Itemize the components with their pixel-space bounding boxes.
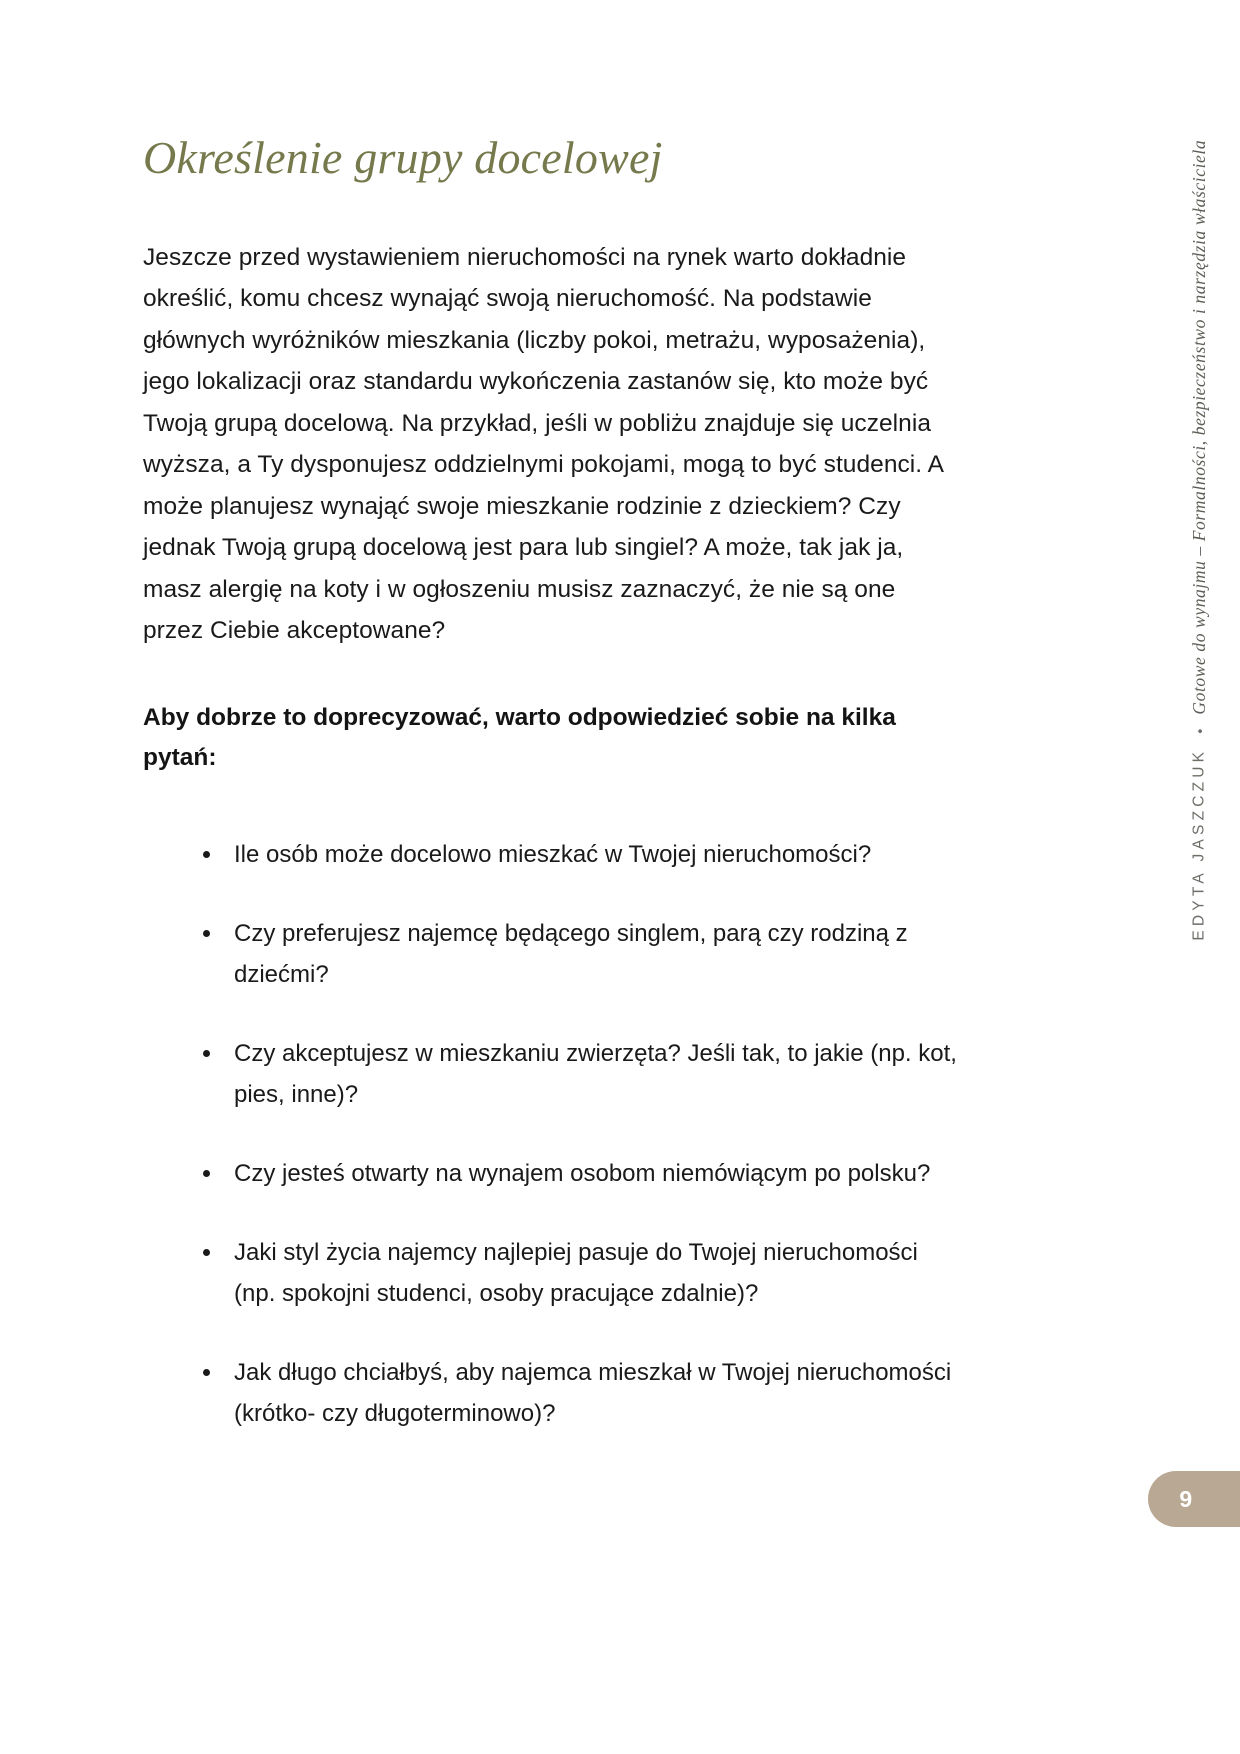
vertical-running-head — [1184, 140, 1214, 1070]
list-item — [198, 1033, 961, 1115]
questions-lead-in: Aby dobrze to doprecyzować, warto odpowiedzieć sobie na kilka pytań: — [143, 703, 896, 771]
list-item — [198, 913, 961, 995]
list-item-label: Czy akceptujesz w mieszkaniu zwierzęta? Jeśli tak, to jakie (np. kot, pies, inne)? — [234, 1039, 957, 1108]
page-number-tab — [1148, 1471, 1240, 1527]
bullet-icon — [203, 851, 210, 858]
list-item — [198, 1232, 961, 1314]
running-head-separator: • — [1191, 728, 1207, 734]
intro-paragraph: Jeszcze przed wystawieniem nieruchomości na rynek warto dokładnie określić, komu chcesz wynająć swoją nieruchomość. Na podstawie głównych wyróżników mieszkania (liczby pokoi, metrażu, wyposażenia), jego lokalizacji oraz standardu wykończenia zastanów się, kto może być Twoją grupą docelową. Na przykład, jeśli w pobliżu znajduje się uczelnia wyższa, a Ty dysponujesz oddzielnymi pokojami, mogą to być studenci. A może planujesz wynająć swoje mieszkanie rodzinie z dzieckiem? Czy jednak Twoją grupą docelową jest para lub singiel? A może, tak jak ja, masz alergię na koty i w ogłoszeniu musisz zaznaczyć, że nie są one przez Ciebie akceptowane? — [143, 243, 943, 645]
question-list — [198, 834, 961, 1434]
list-item-label: Czy jesteś otwarty na wynajem osobom niemówiącym po polsku? — [234, 1159, 931, 1187]
bullet-icon — [203, 1249, 210, 1256]
bullet-icon — [203, 1170, 210, 1177]
list-item-label: Jaki styl życia najemcy najlepiej pasuje do Twojej nieruchomości (np. spokojni studenci, osoby pracujące zdalnie)? — [234, 1238, 918, 1307]
list-item-label: Jak długo chciałbyś, aby najemca mieszkał w Twojej nieruchomości (krótko- czy długoterminowo)? — [234, 1358, 952, 1427]
page-title: Określenie grupy docelowej — [143, 132, 663, 183]
running-head-author: EDYTA JASZCZUK — [1190, 747, 1207, 941]
list-item — [198, 1153, 961, 1194]
bullet-icon — [203, 1050, 210, 1057]
list-item — [198, 1352, 961, 1434]
list-item-label: Ile osób może docelowo mieszkać w Twojej nieruchomości? — [234, 840, 872, 868]
bullet-icon — [203, 1369, 210, 1376]
running-head-book-title: Gotowe do wynajmu – Formalności, bezpieczeństwo i narzędzia właściciela — [1188, 140, 1209, 715]
page-content — [143, 132, 961, 1434]
page-number: 9 — [1179, 1485, 1193, 1512]
list-item — [198, 834, 961, 875]
bullet-icon — [203, 930, 210, 937]
list-item-label: Czy preferujesz najemcę będącego singlem, parą czy rodziną z dziećmi? — [234, 919, 908, 988]
